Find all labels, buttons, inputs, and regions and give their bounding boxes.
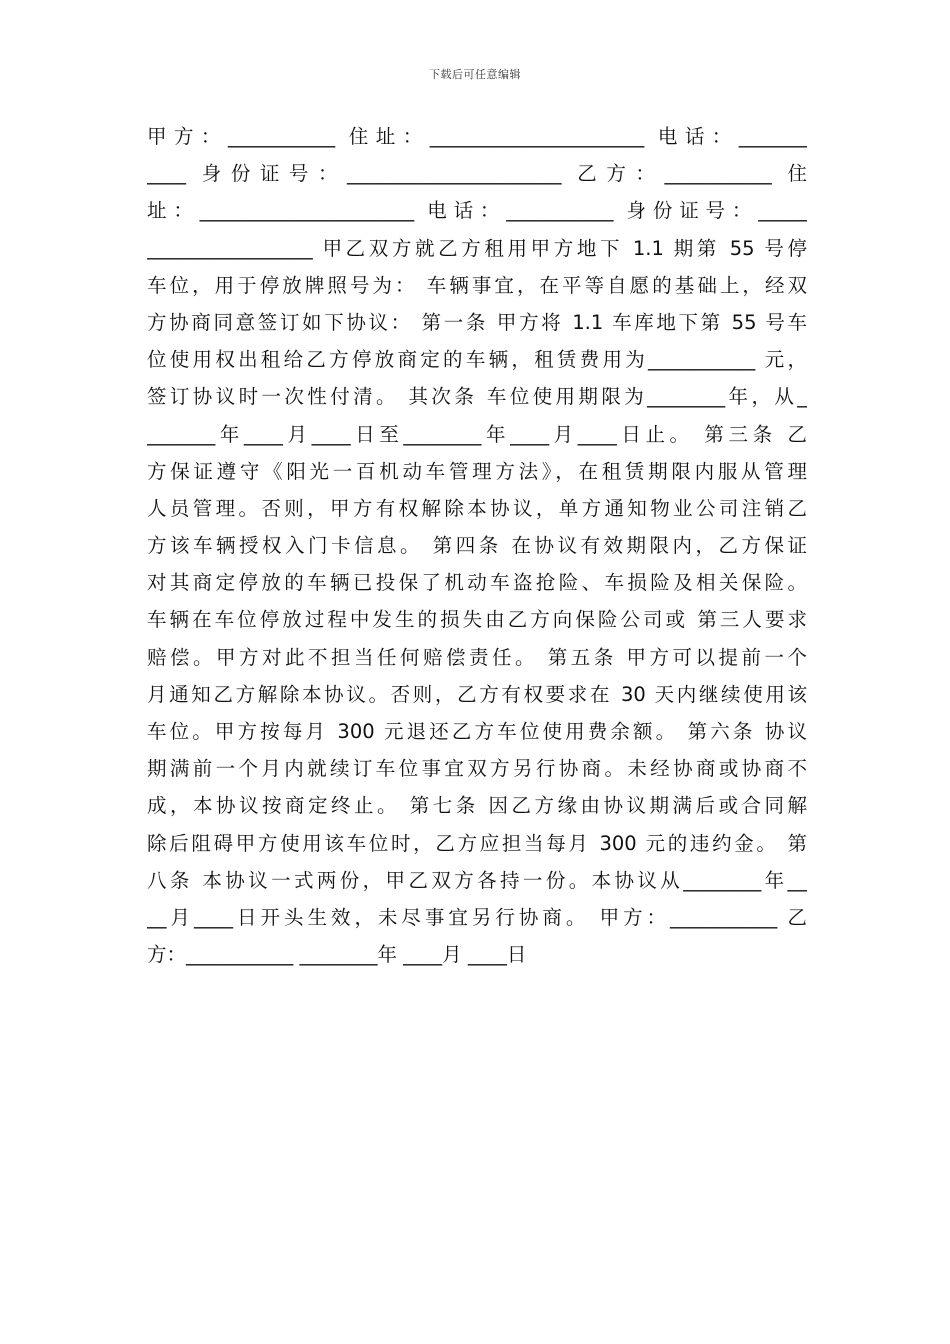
agreement-line: 方该车辆授权入门卡信息。 第四条 在协议有效期限内，乙方保证 xyxy=(147,534,807,558)
agreement-line: 月通知乙方解除本协议。否则，乙方有权要求在 30 天内继续使用该 xyxy=(147,682,807,706)
agreement-line: _______年____月____日至________年____月____日止。 第三条 乙 xyxy=(147,422,807,446)
agreement-line: 八条 本协议一式两份，甲乙双方各持一份。本协议从________年__ xyxy=(147,868,807,892)
agreement-line: 车位，用于停放牌照号为： 车辆事宜，在平等自愿的基础上，经双 xyxy=(147,273,807,297)
agreement-line: 位使用权出租给乙方停放商定的车辆，租赁费用为___________ 元， xyxy=(147,348,807,372)
agreement-line: 除后阻碍甲方使用该车位时，乙方应担当每月 300 元的违约金。 第 xyxy=(147,831,807,855)
agreement-line: 期满前一个月内就续订车位事宜双方另行协商。未经协商或协商不 xyxy=(147,757,807,781)
page-header-note: 下载后可任意编辑 xyxy=(429,68,521,81)
agreement-line: ____ 身份证号：______________________ 乙方：___________ 住 xyxy=(147,162,807,186)
agreement-line: 车位。甲方按每月 300 元退还乙方车位使用费余额。 第六条 协议 xyxy=(147,720,807,743)
agreement-line: 成，本协议按商定终止。 第七条 因乙方缘由协议期满后或合同解 xyxy=(147,794,807,818)
agreement-line: _________________ 甲乙双方就乙方租用甲方地下 1.1 期第 55 号停 xyxy=(147,236,807,260)
agreement-body xyxy=(147,118,807,973)
agreement-line: 赔偿。甲方对此不担当任何赔偿责任。 第五条 甲方可以提前一个 xyxy=(147,645,807,669)
agreement-line: 签订协议时一次性付清。 其次条 车位使用期限为________年，从_ xyxy=(147,385,807,409)
agreement-line: 对其商定停放的车辆已投保了机动车盗抢险、车损险及相关保险。 xyxy=(147,571,807,595)
agreement-line: 方：___________ ________年 ____月 ____日 xyxy=(147,943,527,967)
agreement-line: 方保证遵守《阳光一百机动车管理方法》，在租赁期限内服从管理 xyxy=(147,459,807,483)
agreement-line: 车辆在车位停放过程中发生的损失由乙方向保险公司或 第三人要求 xyxy=(147,608,807,632)
agreement-line: 人员管理。否则，甲方有权解除本协议，单方通知物业公司注销乙 xyxy=(147,496,807,520)
agreement-line: 址：______________________ 电话：___________ 身份证号：_____ xyxy=(147,199,807,223)
agreement-line: 方协商同意签订如下协议： 第一条 甲方将 1.1 车库地下第 55 号车 xyxy=(147,310,807,334)
agreement-line: __月____日开头生效，未尽事宜另行协商。 甲方：___________ 乙 xyxy=(147,905,807,929)
agreement-line: 甲方：___________ 住址：______________________ 电话：_______ xyxy=(147,125,807,148)
